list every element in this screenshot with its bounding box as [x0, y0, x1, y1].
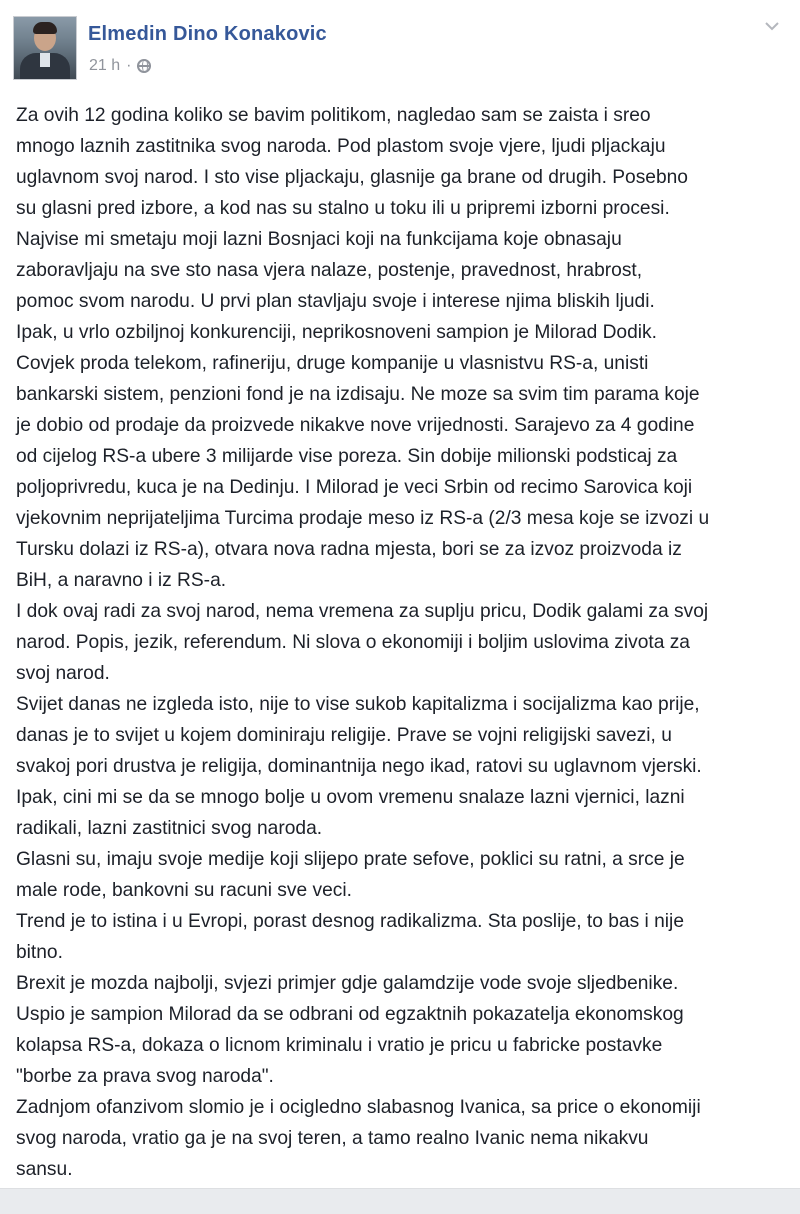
post-text-line: Ipak, cini mi se da se mnogo bolje u ovom vremenu snalaze lazni vjernici, lazni — [16, 787, 685, 808]
post-text-line: kolapsa RS-a, dokaza o licnom kriminalu i vratio je pricu u fabricke postavke — [16, 1035, 663, 1056]
post-text-line: pomoc svom narodu. U prvi plan stavljaju svoje i interese njima bliskih ljudi. — [16, 291, 655, 312]
post-meta — [89, 57, 151, 75]
author-avatar[interactable] — [13, 16, 77, 80]
post-text-line: bitno. — [16, 942, 63, 963]
post-timestamp[interactable]: 21 h — [89, 57, 121, 74]
post-text-line: sansu. — [16, 1159, 73, 1180]
post-text-line: Svijet danas ne izgleda isto, nije to vise sukob kapitalizma i socijalizma kao prije, — [16, 694, 700, 715]
post-text-line: Uspio je sampion Milorad da se odbrani od egzaktnih pokazatelja ekonomskog — [16, 1004, 684, 1025]
post-text-line: Brexit je mozda najbolji, svjezi primjer gdje galamdzije vode svoje sljedbenike. — [16, 973, 679, 994]
post-text-line: uglavnom svoj narod. I sto vise pljackaju, glasnije ga brane od drugih. Posebno — [16, 167, 688, 188]
post-text-line: Tursku dolazi iz RS-a), otvara nova radna mjesta, bori se za izvoz proizvoda iz — [16, 539, 682, 560]
post-text-line: zaboravljaju na sve sto nasa vjera nalaze, postenje, pravednost, hrabrost, — [16, 260, 643, 281]
post-text-line: svog naroda, vratio ga je na svoj teren, a tamo realno Ivanic nema nikakvu — [16, 1128, 649, 1149]
post-text-line: svakoj pori drustva je religija, dominantnija nego ikad, ratovi su uglavnom vjerski. — [16, 756, 702, 777]
post-text-line: "borbe za prava svog naroda". — [16, 1066, 274, 1087]
post-text-line: Glasni su, imaju svoje medije koji slijepo prate sefove, poklici su ratni, a srce je — [16, 849, 685, 870]
post-text-line: I dok ovaj radi za svoj narod, nema vremena za suplju pricu, Dodik galami za svoj — [16, 601, 709, 622]
post-text-line: vjekovnim neprijateljima Turcima prodaje meso iz RS-a (2/3 mesa koje se izvozi u — [16, 508, 710, 529]
post-text-line: bankarski sistem, penzioni fond je na izdisaju. Ne moze sa svim tim parama koje — [16, 384, 700, 405]
post-text-line: su glasni pred izbore, a kod nas su stalno u toku ili u pripremi izborni procesi. — [16, 198, 670, 219]
post-text-line: je dobio od prodaje da proizvede nikakve nove vrijednosti. Sarajevo za 4 godine — [16, 415, 695, 436]
avatar-hair — [33, 22, 57, 34]
post-text-line: danas je to svijet u kojem dominiraju religije. Prave se vojni religijski savezi, u — [16, 725, 672, 746]
chevron-down-icon[interactable] — [764, 18, 780, 34]
post-body — [16, 100, 786, 1185]
post-text-line: svoj narod. — [16, 663, 110, 684]
post-text-line: male rode, bankovni su racuni sve veci. — [16, 880, 352, 901]
post-text-line: Za ovih 12 godina koliko se bavim politikom, nagledao sam se zaista i sreo — [16, 105, 651, 126]
post-text-line: narod. Popis, jezik, referendum. Ni slova o ekonomiji i boljim uslovima zivota za — [16, 632, 690, 653]
post-text-line: Ipak, u vrlo ozbiljnoj konkurenciji, neprikosnoveni sampion je Milorad Dodik. — [16, 322, 657, 343]
author-name[interactable]: Elmedin Dino Konakovic — [88, 23, 327, 45]
post-text-line: Trend je to istina i u Evropi, porast desnog radikalizma. Sta poslije, to bas i nije — [16, 911, 684, 932]
post-text-line: Zadnjom ofanzivom slomio je i ocigledno slabasnog Ivanica, sa price o ekonomiji — [16, 1097, 701, 1118]
meta-separator: · — [126, 57, 132, 74]
post-text-line: mnogo laznih zastitnika svog naroda. Pod plastom svoje vjere, ljudi pljackaju — [16, 136, 666, 157]
globe-icon[interactable] — [137, 59, 151, 73]
post-text-line: poljoprivredu, kuca je na Dedinju. I Milorad je veci Srbin od recimo Sarovica koji — [16, 477, 693, 498]
post-text-line: BiH, a naravno i iz RS-a. — [16, 570, 227, 591]
post-text-line: od cijelog RS-a ubere 3 milijarde vise poreza. Sin dobije milionski podsticaj za — [16, 446, 678, 467]
post-text-line: Najvise mi smetaju moji lazni Bosnjaci koji na funkcijama koje obnasaju — [16, 229, 622, 250]
post-text-line: radikali, lazni zastitnici svog naroda. — [16, 818, 323, 839]
post-text-line: Covjek proda telekom, rafineriju, druge kompanije u vlasnistvu RS-a, unisti — [16, 353, 649, 374]
avatar-collar — [40, 53, 50, 67]
